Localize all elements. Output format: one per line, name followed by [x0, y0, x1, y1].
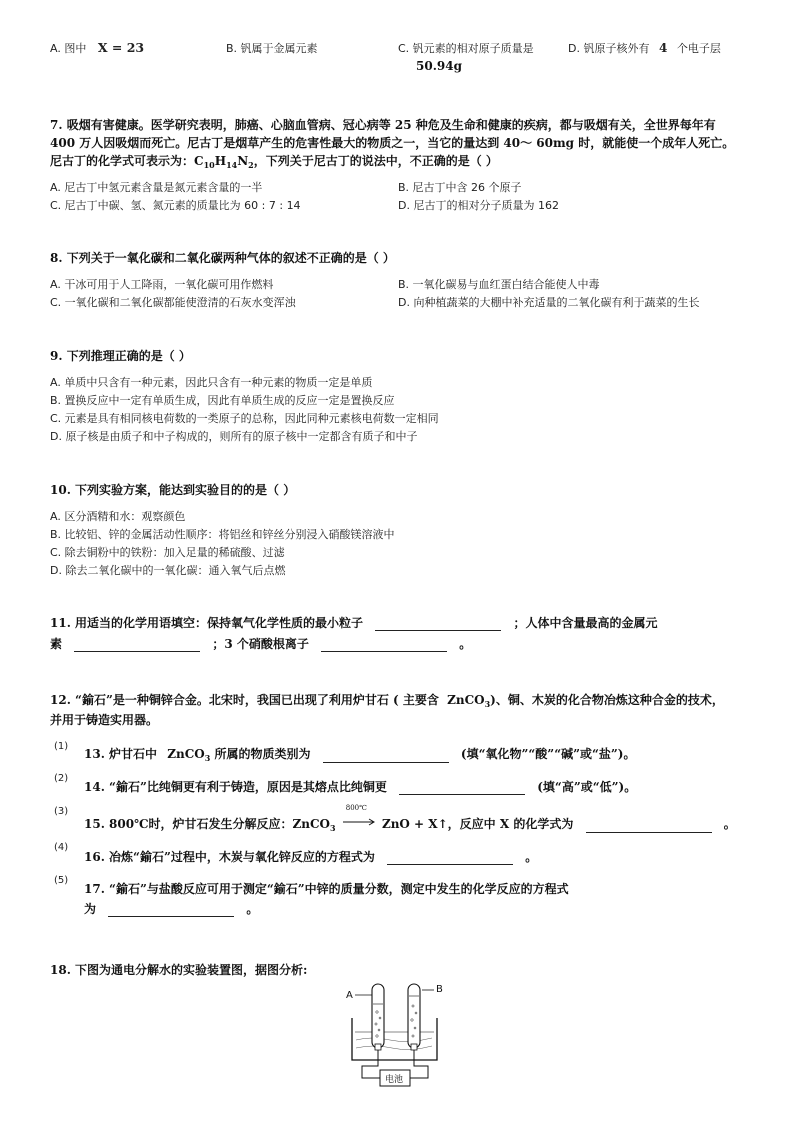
- water-trough: [352, 1018, 437, 1060]
- q7-option-d: D. 尼古丁的相对分子质量为 162: [398, 199, 559, 212]
- q11-blank-1[interactable]: [375, 618, 501, 631]
- q9-option-a: A. 单质中只含有一种元素，因此只含有一种元素的物质一定是单质: [50, 376, 373, 389]
- q7-stem-line3: 尼古丁的化学式可表示为：$C_{10}H_{14}N_2$，下列关于尼古丁的说法中，不正确的是（ ）: [50, 154, 498, 170]
- q11-blank-2[interactable]: [74, 639, 200, 652]
- q12-part-3-number: (3): [54, 806, 69, 817]
- q12-blank-4[interactable]: [387, 852, 513, 865]
- q7-option-c: C. 尼古丁中碳、氢、氮元素的质量比为 60 : 7 : 14: [50, 199, 301, 212]
- q10-option-d: D. 除去二氧化碳中的一氧化碳：通入氧气后点燃: [50, 564, 286, 577]
- battery-label: 电池: [385, 1075, 404, 1085]
- q12-part-2-number: (2): [54, 773, 69, 784]
- q7-option-a: A. 尼古丁中氢元素含量是氮元素含量的一半: [50, 181, 263, 194]
- label-b: B: [436, 984, 443, 995]
- q10-option-a: A. 区分酒精和水：观察颜色: [50, 510, 186, 523]
- q6-option-b: B. 钒属于金属元素: [226, 42, 318, 55]
- q12-stem-line1: 12. “鍮石”是一种铜锌合金。北宋时，我国已出现了利用炉甘石 ( 主要含 ZnCO$_3$)、铜、木炭的化合物冶炼这种合金的技术，: [50, 693, 724, 709]
- q18-stem: 18. 下图为通电分解水的实验装置图，据图分析:: [50, 963, 308, 977]
- q12-part-1-number: (1): [54, 741, 69, 752]
- q7-option-b: B. 尼古丁中含 26 个原子: [398, 181, 522, 194]
- q12-blank-1[interactable]: [323, 750, 449, 763]
- q12-part-1: 13. 炉甘石中 ZnCO$_3$ 所属的物质类别为 (填“氧化物”“酸”“碱”或“盐”)。: [84, 747, 636, 763]
- nicotine-formula: $C_{10}H_{14}N_2$: [194, 154, 254, 170]
- wire-left: [362, 1050, 382, 1078]
- q9-stem: 9. 下列推理正确的是（ ）: [50, 349, 191, 363]
- q12-part-5-number: (5): [54, 875, 69, 886]
- q12-part-5-line2: 为 。: [84, 902, 259, 916]
- q8-option-c: C. 一氧化碳和二氧化碳都能使澄清的石灰水变浑浊: [50, 296, 296, 309]
- q6-option-c-value: 50.94g: [416, 59, 462, 73]
- electrode-right: [411, 1044, 417, 1050]
- q12-part-3: 15. 800℃时，炉甘石发生分解反应：ZnCO$_3$ 800℃ ZnO + X↑，反应中 X 的化学式为 。: [84, 804, 736, 833]
- arrow-right-icon: [342, 816, 376, 828]
- wire-right: [408, 1050, 428, 1078]
- q11-line1: 11. 用适当的化学用语填空：保持氧气化学性质的最小粒子 ；人体中含量最高的金属元: [50, 616, 658, 630]
- electrode-left: [375, 1044, 381, 1050]
- q7-stem-line1: 7. 吸烟有害健康。医学研究表明，肺癌、心脑血管病、冠心病等 25 种危及生命和健康的疾病，都与吸烟有关，全世界每年有: [50, 118, 716, 132]
- q12-part-2: 14. “鍮石”比纯铜更有利于铸造，原因是其熔点比纯铜更 (填“高”或“低”)。: [84, 780, 637, 794]
- q12-blank-5[interactable]: [108, 904, 234, 917]
- q6-option-d: D. 钒原子核外有 4 个电子层: [568, 41, 721, 55]
- q12-part-4-number: (4): [54, 842, 69, 853]
- electrolysis-apparatus-diagram: [342, 978, 448, 1096]
- q8-option-a: A. 干冰可用于人工降雨，一氧化碳可用作燃料: [50, 278, 274, 291]
- test-tube-b: [408, 984, 420, 1048]
- q9-option-d: D. 原子核是由质子和中子构成的，则所有的原子核中一定都含有质子和中子: [50, 430, 418, 443]
- q11-line2: 素 ；3 个硝酸根离子 。: [50, 637, 472, 651]
- q11-blank-3[interactable]: [321, 639, 447, 652]
- reaction-arrow: 800℃: [342, 816, 376, 828]
- q12-stem-line2: 并用于铸造实用器。: [50, 713, 159, 727]
- q10-option-c: C. 除去铜粉中的铁粉：加入足量的稀硫酸、过滤: [50, 546, 285, 559]
- q12-blank-3[interactable]: [586, 820, 712, 833]
- q9-option-b: B. 置换反应中一定有单质生成，因此有单质生成的反应一定是置换反应: [50, 394, 395, 407]
- q10-option-b: B. 比较铝、锌的金属活动性顺序：将铝丝和锌丝分别浸入硝酸镁溶液中: [50, 528, 395, 541]
- q12-part-4: 16. 冶炼“鍮石”过程中，木炭与氧化锌反应的方程式为 。: [84, 850, 538, 864]
- q8-option-b: B. 一氧化碳易与血红蛋白结合能使人中毒: [398, 278, 600, 291]
- q6-option-c: C. 钒元素的相对原子质量是: [398, 42, 534, 55]
- q8-option-d: D. 向种植蔬菜的大棚中补充适量的二氧化碳有利于蔬菜的生长: [398, 296, 700, 309]
- q9-option-c: C. 元素是具有相同核电荷数的一类原子的总称，因此同种元素核电荷数一定相同: [50, 412, 439, 425]
- label-a: A: [346, 990, 353, 1001]
- q10-stem: 10. 下列实验方案，能达到实验目的的是（ ）: [50, 483, 296, 497]
- q12-part-5-line1: 17. “鍮石”与盐酸反应可用于测定“鍮石”中锌的质量分数，测定中发生的化学反应的方程式: [84, 882, 569, 896]
- test-tube-a: [372, 984, 384, 1048]
- q12-blank-2[interactable]: [399, 782, 525, 795]
- q6-option-a: A. 图中 X = 23: [50, 40, 145, 55]
- q7-stem-line2: 400 万人因吸烟而死亡。尼古丁是烟草产生的危害性最大的物质之一，当它的量达到 40～ 60mg 时，就能使一个成年人死亡。: [50, 136, 735, 150]
- q8-stem: 8. 下列关于一氧化碳和二氧化碳两种气体的叙述不正确的是（ ）: [50, 251, 395, 265]
